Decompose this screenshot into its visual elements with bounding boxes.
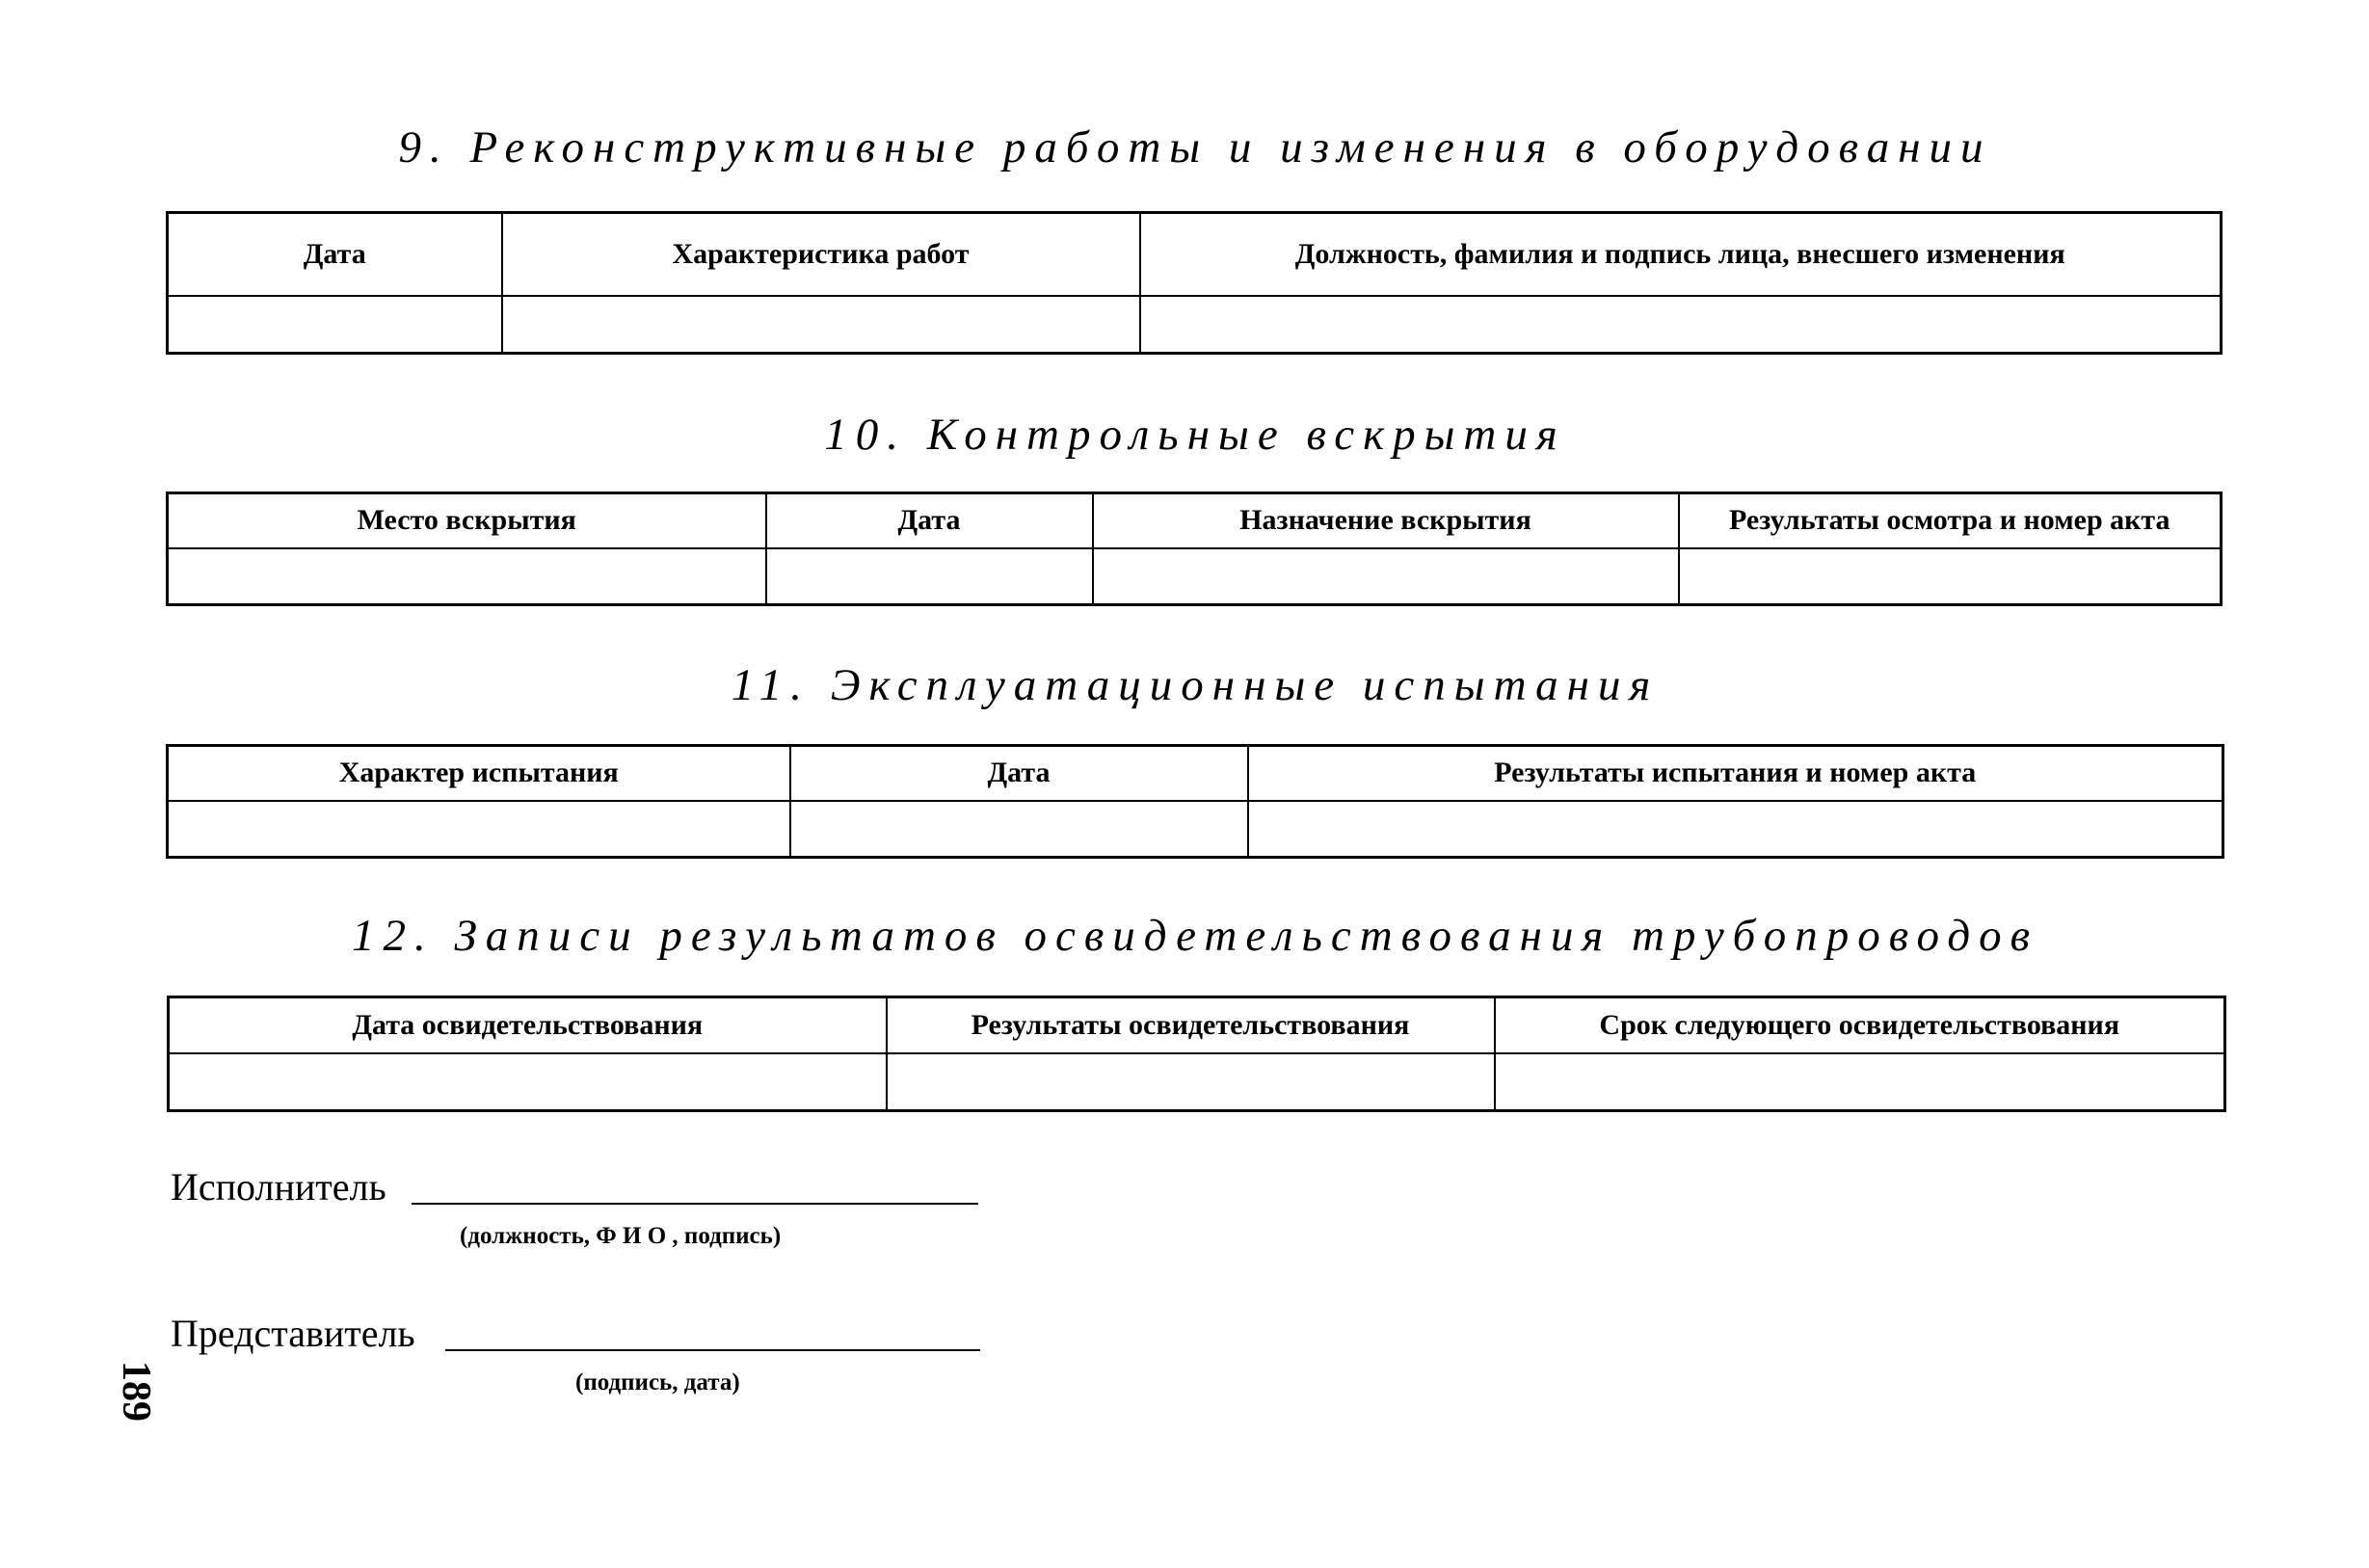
section-12-title: 12. Записи результатов освидетельствования трубопроводов — [351, 911, 2039, 961]
executor-hint: (должность, Ф И О , подпись) — [460, 1223, 782, 1249]
section-11-title: 11. Эксплуатационные испытания — [731, 660, 1660, 710]
section-11-table — [166, 744, 2224, 859]
executor-label: Исполнитель — [171, 1165, 386, 1209]
section-10-table — [166, 492, 2223, 606]
representative-hint: (подпись, дата) — [575, 1369, 740, 1395]
empty-cell-responsible-person[interactable] — [1140, 296, 2222, 354]
column-header-test-type: Характер испытания — [168, 746, 790, 801]
section-12-table — [167, 996, 2226, 1112]
section-10-title: 10. Контрольные вскрытия — [824, 410, 1566, 460]
column-header-opening-place: Место вскрытия — [168, 493, 766, 548]
table-row — [168, 548, 2222, 605]
empty-cell-test-results[interactable] — [1248, 801, 2223, 858]
empty-cell-opening-purpose[interactable] — [1093, 548, 1679, 605]
representative-label: Представитель — [171, 1312, 415, 1355]
representative-signature-line[interactable] — [445, 1349, 980, 1351]
section-9-table — [166, 211, 2223, 355]
empty-cell-inspection-date[interactable] — [169, 1053, 887, 1111]
column-header-inspection-date: Дата освидетельствования — [169, 997, 887, 1053]
empty-cell-date[interactable] — [790, 801, 1248, 858]
table-row — [169, 1053, 2225, 1111]
empty-cell-inspection-results[interactable] — [1679, 548, 2222, 605]
column-header-test-results: Результаты испытания и номер акта — [1248, 746, 2223, 801]
table-row — [168, 296, 2222, 354]
empty-cell-date[interactable] — [168, 296, 502, 354]
empty-cell-opening-place[interactable] — [168, 548, 766, 605]
empty-cell-date[interactable] — [766, 548, 1093, 605]
page-number: 189 — [114, 1361, 158, 1422]
table-row — [168, 801, 2223, 858]
column-header-date: Дата — [790, 746, 1248, 801]
empty-cell-test-type[interactable] — [168, 801, 790, 858]
table-header-row — [168, 213, 2222, 296]
table-header-row — [168, 493, 2222, 548]
executor-signature-line[interactable] — [412, 1203, 978, 1205]
column-header-date: Дата — [168, 213, 502, 296]
table-header-row — [169, 997, 2225, 1053]
column-header-work-description: Характеристика работ — [502, 213, 1140, 296]
table-header-row — [168, 746, 2223, 801]
column-header-inspection-results: Результаты освидетельствования — [887, 997, 1495, 1053]
column-header-date: Дата — [766, 493, 1093, 548]
section-9-title: 9. Реконструктивные работы и изменения в оборудовании — [398, 122, 1992, 173]
column-header-responsible-person: Должность, фамилия и подпись лица, внесшего изменения — [1140, 213, 2222, 296]
column-header-opening-purpose: Назначение вскрытия — [1093, 493, 1679, 548]
empty-cell-next-inspection-date[interactable] — [1495, 1053, 2225, 1111]
empty-cell-work-description[interactable] — [502, 296, 1140, 354]
column-header-inspection-results: Результаты осмотра и номер акта — [1679, 493, 2222, 548]
empty-cell-inspection-results[interactable] — [887, 1053, 1495, 1111]
column-header-next-inspection-date: Срок следующего освидетельствования — [1495, 997, 2225, 1053]
